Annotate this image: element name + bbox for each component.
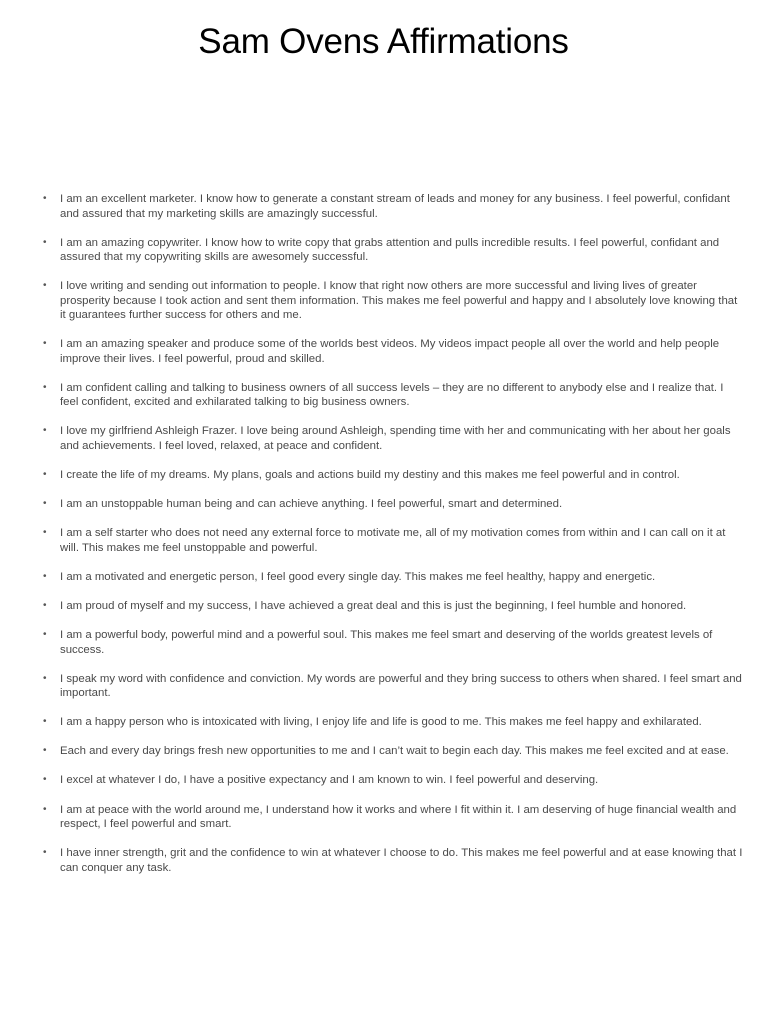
affirmation-text: I love my girlfriend Ashleigh Frazer. I love being around Ashleigh, spending time with her and communicating with her about her goals and achievements. I feel loved, relaxed, at peace and confident. [60, 425, 731, 452]
bullet-icon: • [43, 599, 47, 611]
list-item [43, 803, 743, 832]
list-item [43, 497, 743, 512]
bullet-icon: • [43, 629, 47, 641]
bullet-icon: • [43, 425, 47, 437]
bullet-icon: • [43, 803, 47, 815]
list-item [43, 526, 743, 555]
bullet-icon: • [43, 280, 47, 292]
bullet-icon: • [43, 716, 47, 728]
bullet-icon: • [43, 745, 47, 757]
affirmation-text: I am an amazing copywriter. I know how to write copy that grabs attention and pulls incredible results. I feel powerful, confidant and assured that my copywriting skills are awesomely successful. [60, 236, 720, 264]
list-item [43, 570, 743, 585]
affirmation-text: I am a motivated and energetic person, I feel good every single day. This makes me feel healthy, happy and energetic. [60, 570, 656, 583]
affirmation-text: I am a powerful body, powerful mind and a powerful soul. This makes me feel smart and deserving of the worlds greatest levels of success. [60, 629, 713, 656]
list-item [43, 599, 743, 614]
affirmation-text: I am proud of myself and my success, I have achieved a great deal and this is just the beginning, I feel humble and honored. [60, 599, 687, 612]
bullet-icon: • [43, 672, 47, 684]
affirmation-text: I am a happy person who is intoxicated with living, I enjoy life and life is good to me. This makes me feel happy and exhilarated. [60, 716, 702, 729]
affirmation-text: I am an amazing speaker and produce some of the worlds best videos. My videos impact people all over the world and help people improve their lives. I feel powerful, proud and skilled. [60, 338, 720, 365]
affirmation-text: I am a self starter who does not need any external force to motivate me, all of my motivation comes from within and I can call on it at will. This makes me feel unstoppable and powerful. [60, 527, 726, 554]
list-item [43, 236, 743, 265]
list-item [43, 628, 743, 657]
affirmations-list [43, 192, 743, 890]
bullet-icon: • [43, 469, 47, 481]
list-item [43, 773, 743, 788]
bullet-icon: • [43, 570, 47, 582]
affirmation-text: I create the life of my dreams. My plans, goals and actions build my destiny and this makes me feel powerful and in control. [60, 469, 680, 482]
bullet-icon: • [43, 847, 47, 859]
list-item [43, 337, 743, 366]
bullet-icon: • [43, 527, 47, 539]
list-item [43, 846, 743, 875]
bullet-icon: • [43, 381, 47, 393]
affirmation-text: I excel at whatever I do, I have a positive expectancy and I am known to win. I feel powerful and deserving. [60, 774, 599, 787]
list-item [43, 672, 743, 701]
affirmation-text: I speak my word with confidence and conviction. My words are powerful and they bring success to others when shared. I feel smart and important. [60, 672, 742, 700]
list-item [43, 192, 743, 221]
affirmation-text: I am at peace with the world around me, I understand how it works and where I fit within it. I am deserving of huge financial wealth and respect, I feel powerful and smart. [60, 803, 737, 830]
list-item [43, 468, 743, 483]
affirmation-text: I love writing and sending out information to people. I know that right now others are more successful and living lives of greater prosperity because I took action and sent them information. This makes me feel powerful and happy and I absolutely love knowing that it guarantees further success for others and me. [60, 280, 738, 322]
bullet-icon: • [43, 193, 47, 204]
list-item [43, 424, 743, 453]
affirmation-text: I am confident calling and talking to business owners of all success levels – they are no different to anybody else and I realize that. I feel confident, excited and exhilarated talking to big business owners. [60, 381, 724, 409]
list-item [43, 715, 743, 730]
affirmation-text: I am an unstoppable human being and can achieve anything. I feel powerful, smart and determined. [60, 498, 563, 511]
list-item [43, 279, 743, 323]
affirmation-text: I am an excellent marketer. I know how to generate a constant stream of leads and money for any business. I feel powerful, confidant and assured that my marketing skills are amazingly successful. [60, 193, 730, 220]
affirmation-text: I have inner strength, grit and the confidence to win at whatever I choose to do. This makes me feel powerful and at ease knowing that I can conquer any task. [60, 847, 743, 874]
affirmation-text: Each and every day brings fresh new opportunities to me and I can’t wait to begin each day. This makes me feel excited and at ease. [60, 745, 729, 758]
list-item [43, 744, 743, 759]
bullet-icon: • [43, 338, 47, 350]
bullet-icon: • [43, 498, 47, 510]
bullet-icon: • [43, 774, 47, 786]
page-title: Sam Ovens Affirmations [198, 22, 569, 61]
list-item [43, 381, 743, 410]
bullet-icon: • [43, 236, 47, 248]
